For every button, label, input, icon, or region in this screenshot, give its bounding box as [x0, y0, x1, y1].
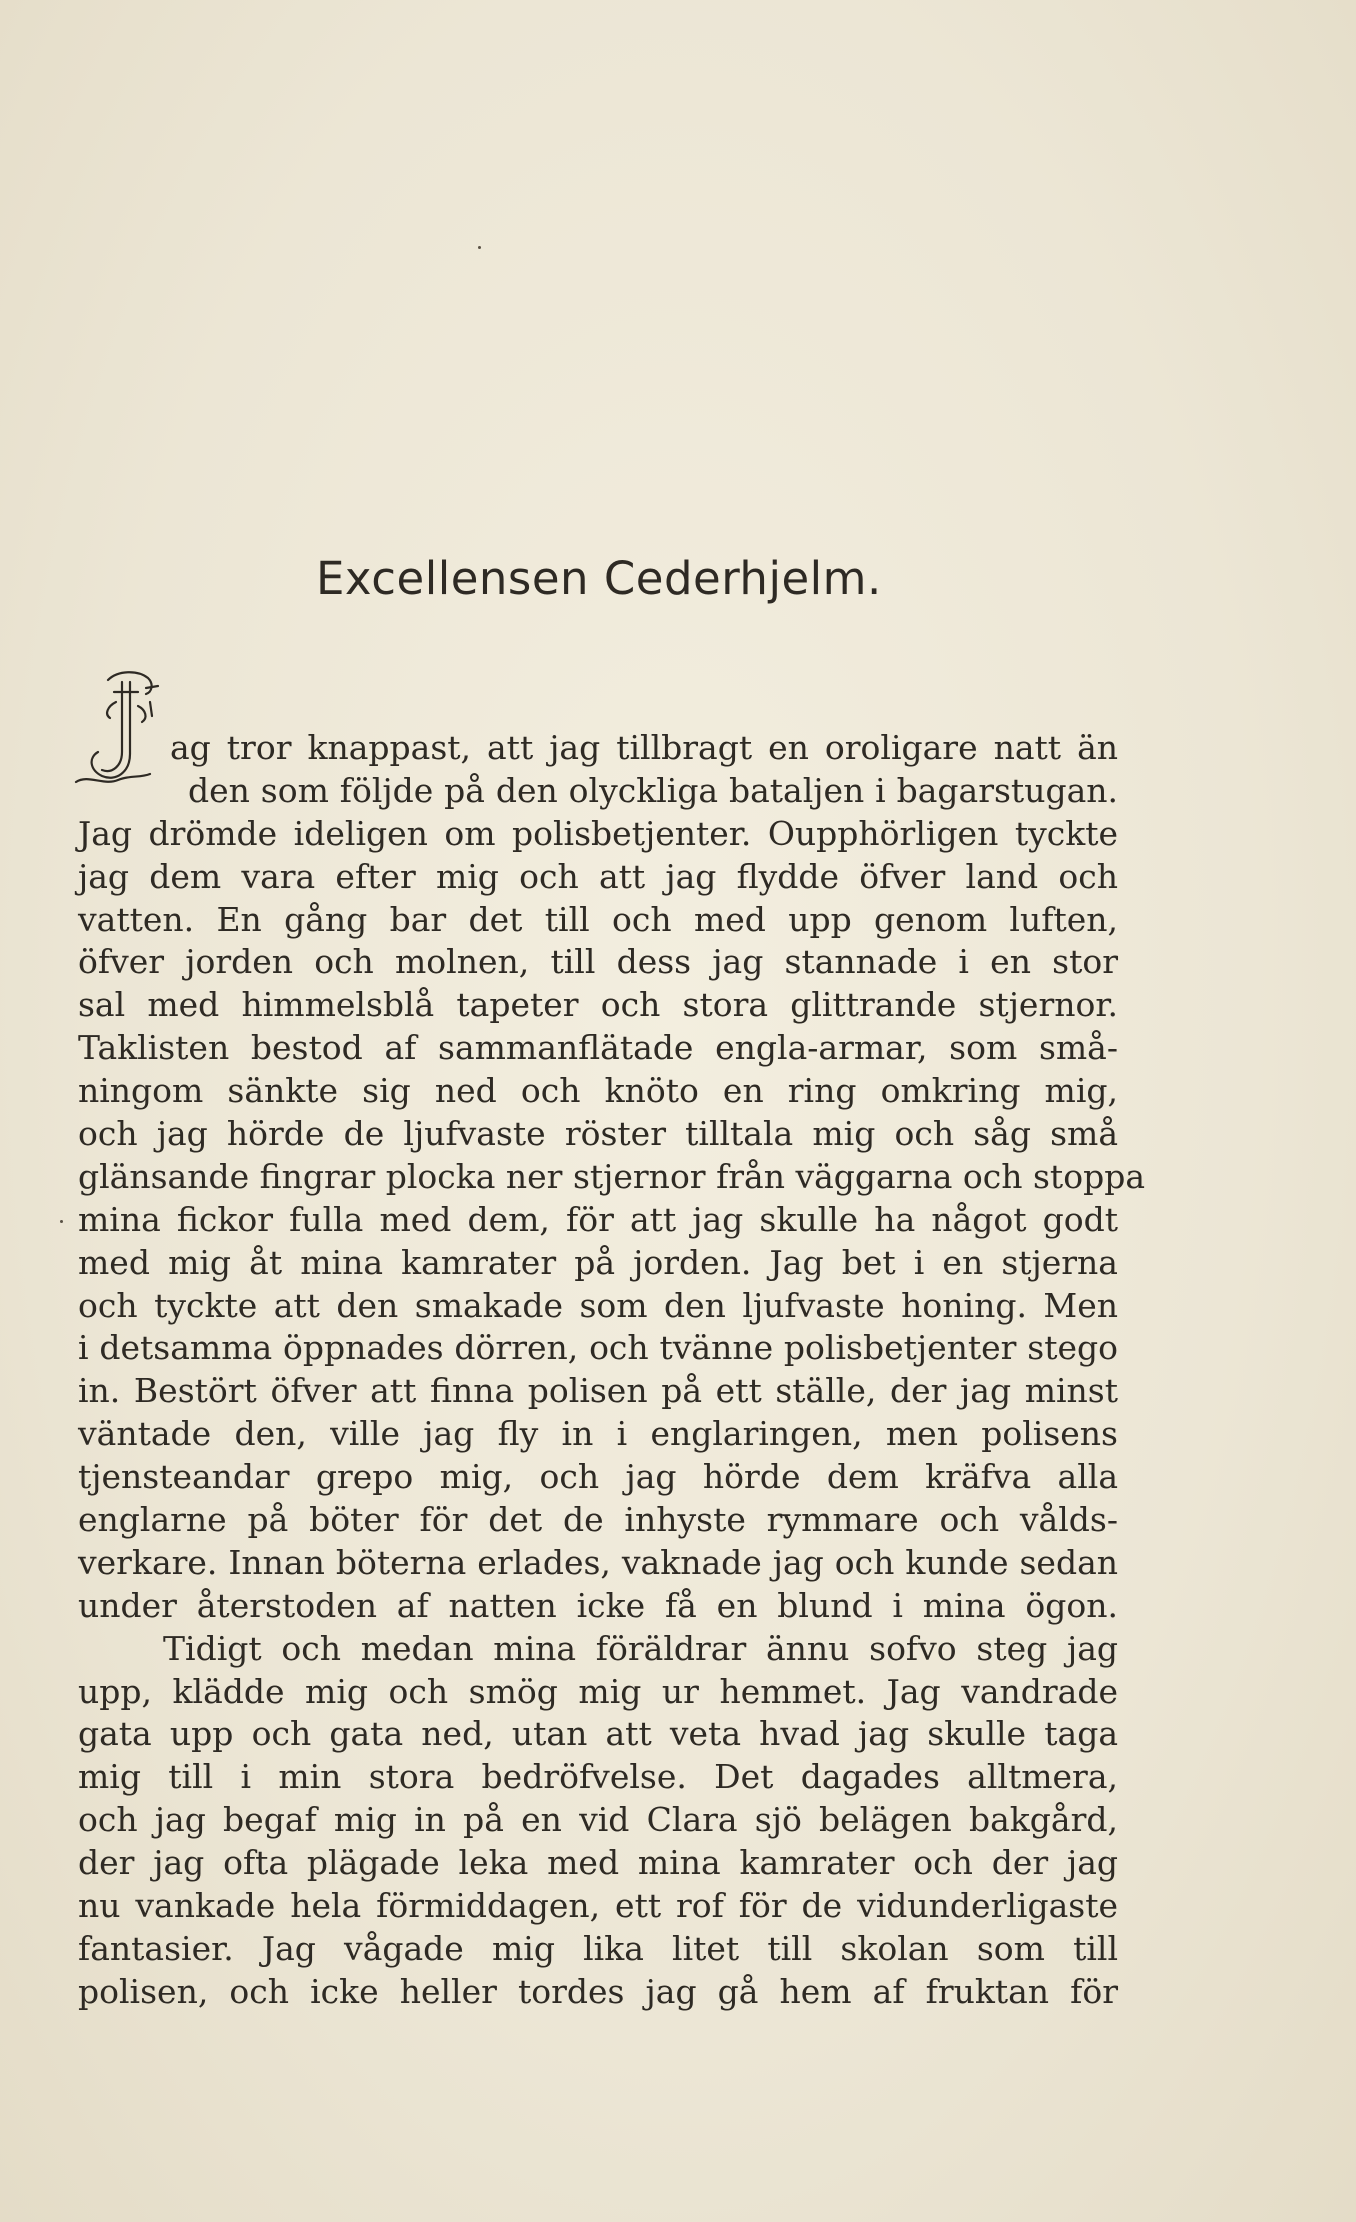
paper-speck	[478, 246, 481, 249]
text-line: der jag ofta plägade leka med mina kamrater och der jag	[78, 1843, 1118, 1883]
text-line: jag dem vara efter mig och att jag flydde öfver land och	[78, 856, 1118, 896]
text-line: väntade den, ville jag fly in i englaringen, men polisens	[78, 1414, 1118, 1454]
text-line: i detsamma öppnades dörren, och tvänne polisbetjenter stego	[78, 1328, 1118, 1368]
text-line: in. Bestört öfver att finna polisen på ett ställe, der jag minst	[78, 1371, 1118, 1411]
text-line: sal med himmelsblå tapeter och stora glittrande stjernor.	[78, 985, 1118, 1025]
text-line: tjensteandar grepo mig, och jag hörde dem kräfva alla	[78, 1457, 1118, 1497]
text-line: mig till i min stora bedröfvelse. Det dagades alltmera,	[78, 1757, 1118, 1797]
text-line: polisen, och icke heller tordes jag gå hem af fruktan för	[78, 1971, 1118, 2011]
text-line: ningom sänkte sig ned och knöto en ring omkring mig,	[78, 1071, 1118, 1111]
text-line: gata upp och gata ned, utan att veta hvad jag skulle taga	[78, 1714, 1118, 1754]
text-line: mina fickor fulla med dem, för att jag skulle ha något godt	[78, 1199, 1118, 1239]
chapter-title: Excellensen Cederhjelm.	[316, 552, 882, 605]
text-line: fantasier. Jag vågade mig lika litet till skolan som till	[78, 1928, 1118, 1968]
paper-speck	[60, 1220, 63, 1223]
text-line: och jag hörde de ljufvaste röster tilltala mig och såg små	[78, 1114, 1118, 1154]
text-line: verkare. Innan böterna erlades, vaknade jag och kunde sedan	[78, 1542, 1118, 1582]
text-line: vatten. En gång bar det till och med upp genom luften,	[78, 899, 1118, 939]
text-line: Taklisten bestod af sammanflätade engla-armar, som små-	[78, 1028, 1118, 1068]
text-line: ag tror knappast, att jag tillbragt en oroligare natt än	[170, 728, 1118, 767]
text-line: öfver jorden och molnen, till dess jag stannade i en stor	[78, 942, 1118, 982]
text-line: glänsande fingrar plocka ner stjernor från väggarna och stoppa	[78, 1156, 1145, 1196]
text-line: och jag begaf mig in på en vid Clara sjö belägen bakgård,	[78, 1800, 1118, 1840]
text-line: nu vankade hela förmiddagen, ett rof för de vidunderligaste	[78, 1886, 1118, 1926]
text-line: englarne på böter för det de inhyste rymmare och vålds-	[78, 1500, 1118, 1540]
text-line: den som följde på den olyckliga bataljen i bagarstugan.	[188, 770, 1118, 810]
text-line: under återstoden af natten icke få en blund i mina ögon.	[78, 1585, 1118, 1625]
text-line: Tidigt och medan mina föräldrar ännu sofvo steg jag	[163, 1628, 1118, 1668]
body-text	[78, 727, 1145, 2014]
text-line: och tyckte att den smakade som den ljufvaste honing. Men	[78, 1285, 1118, 1325]
text-line: Jag drömde ideligen om polisbetjenter. Oupphörligen tyckte	[78, 813, 1118, 853]
text-line: upp, klädde mig och smög mig ur hemmet. Jag vandrade	[78, 1671, 1118, 1711]
text-line: med mig åt mina kamrater på jorden. Jag bet i en stjerna	[78, 1242, 1118, 1282]
